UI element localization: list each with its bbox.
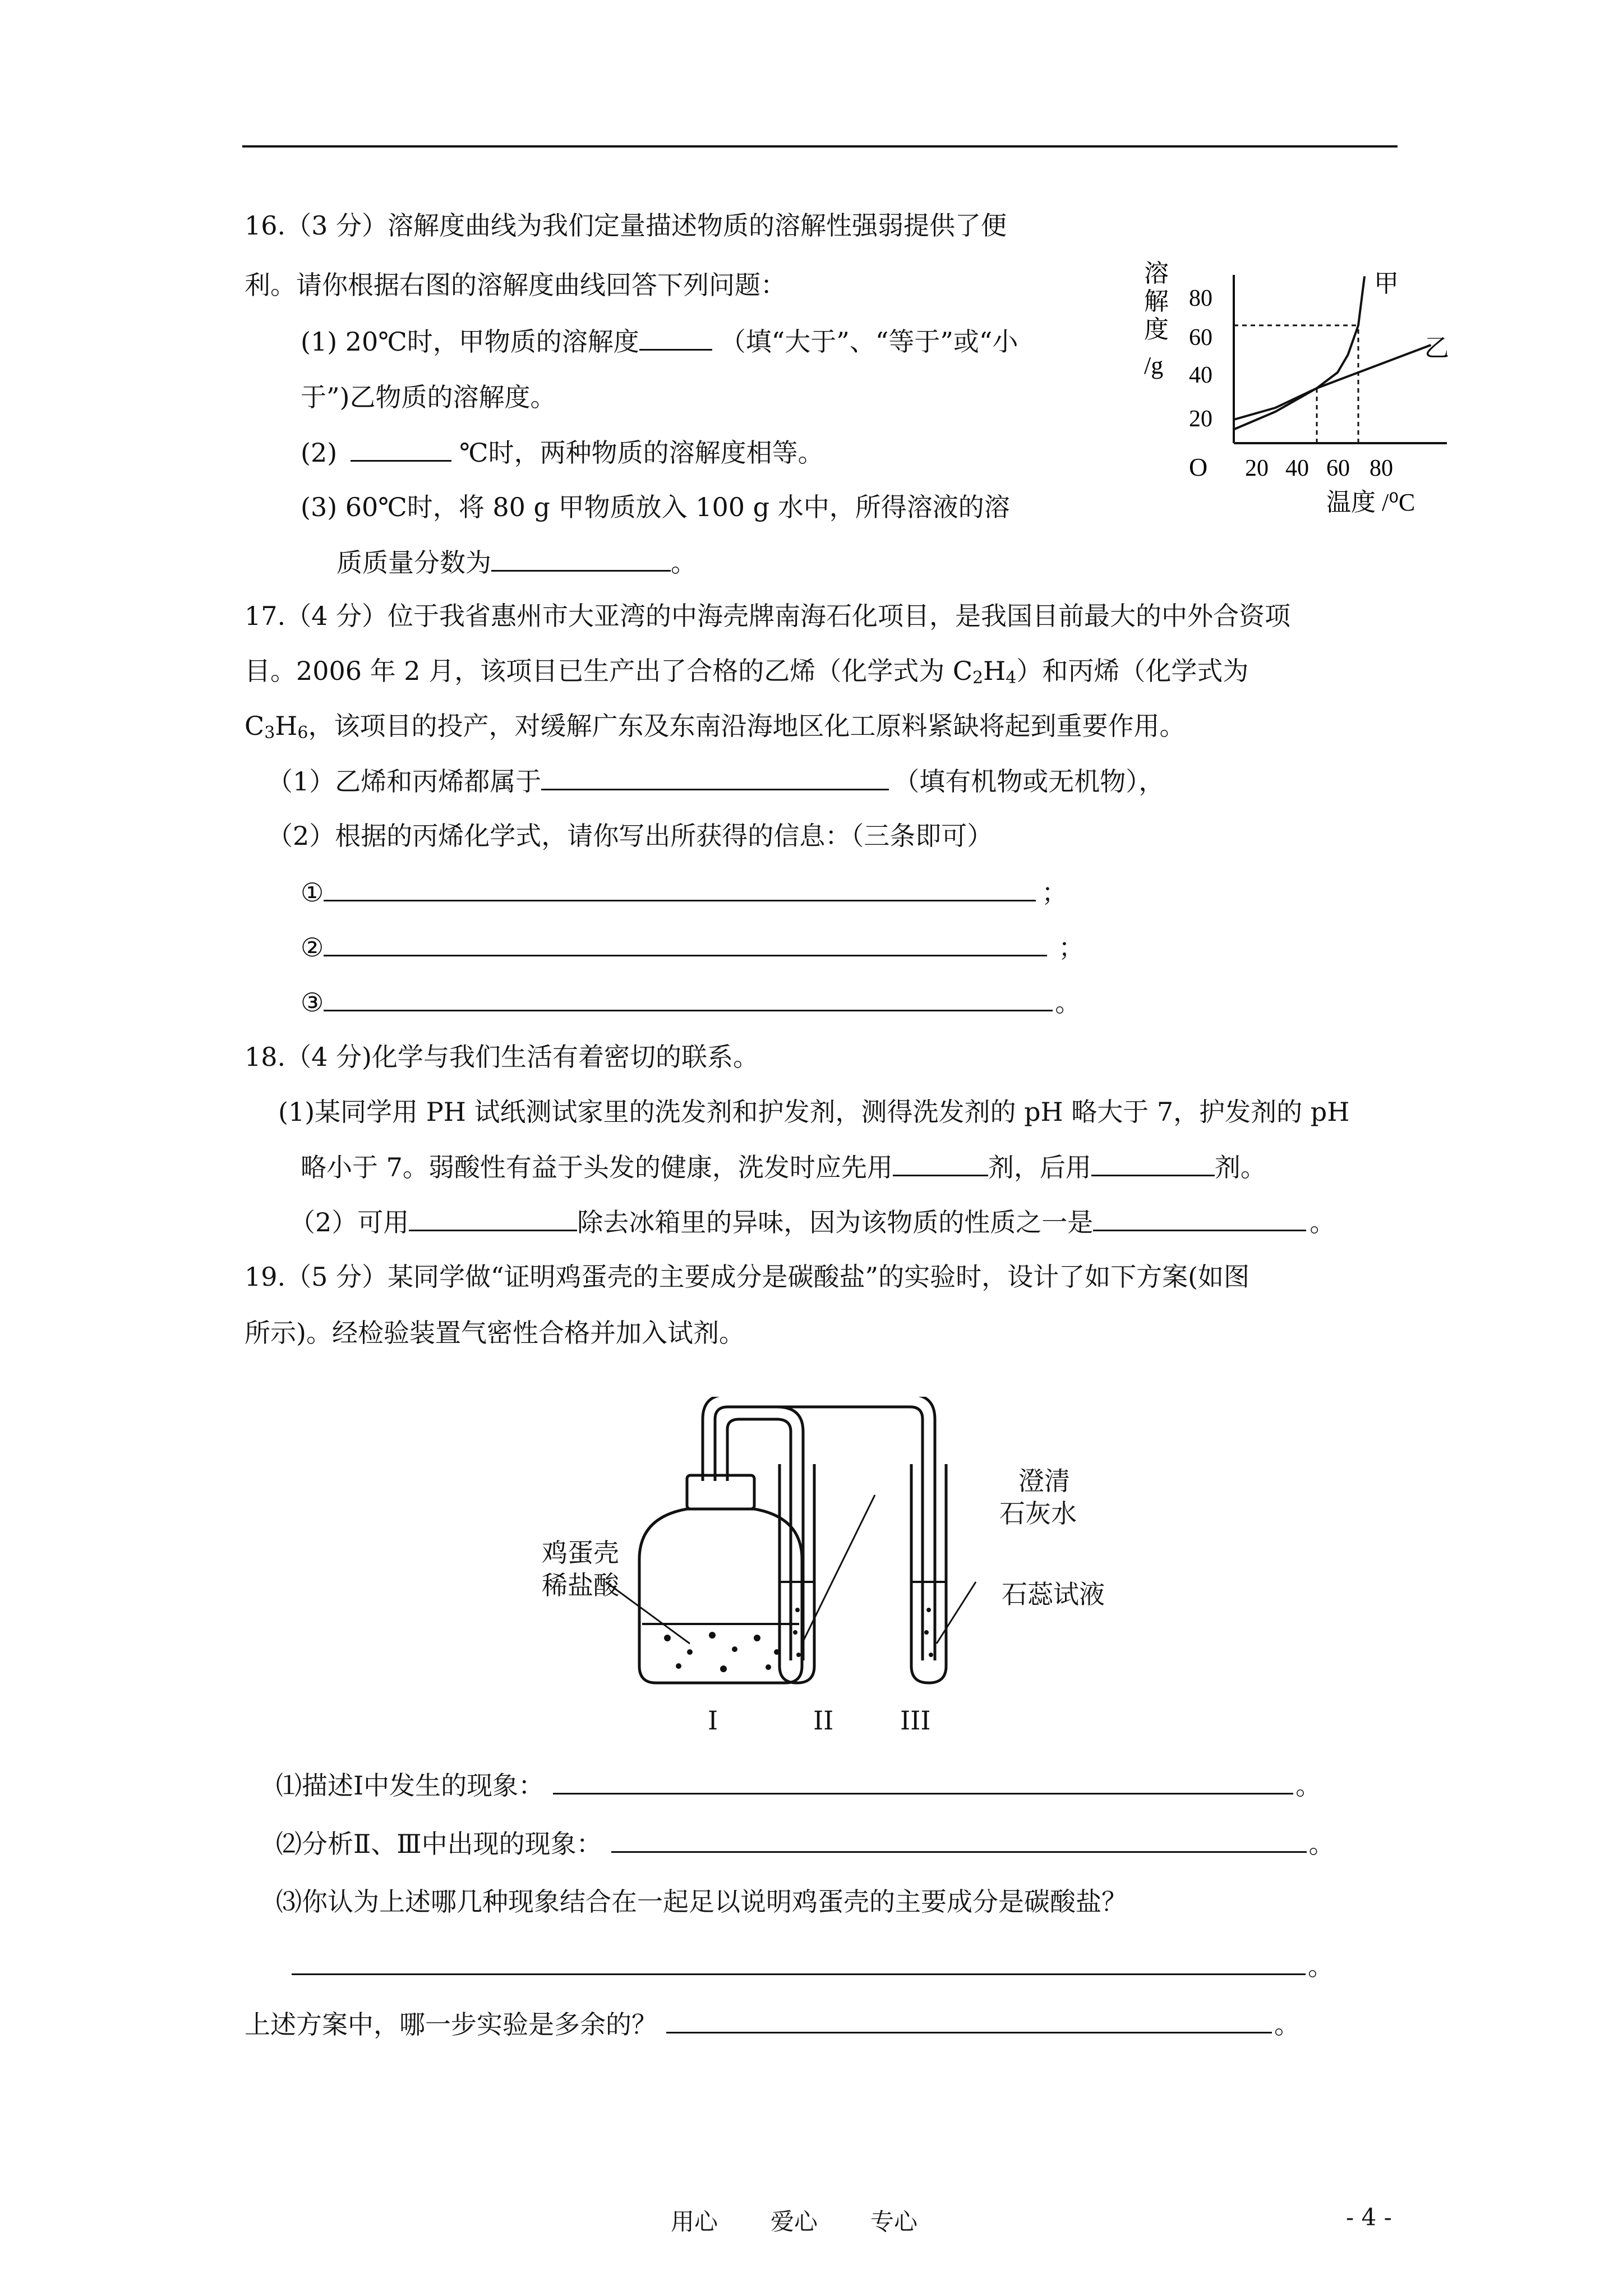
q17-info-3: [301, 985, 1081, 1019]
series-a-label: 甲: [1374, 270, 1399, 297]
page-number: - 4 -: [1346, 2203, 1392, 2231]
test-tube-ii: [780, 1464, 814, 1683]
q17-info-2-marker: ②: [301, 932, 324, 963]
series-b-label: 乙: [1424, 334, 1449, 362]
q17-info-1: [301, 875, 1067, 909]
q16-part1: [301, 324, 1018, 358]
q18-line1: 18.（4 分)化学与我们生活有着密切的联系。: [245, 1042, 759, 1072]
bubble: [754, 1635, 760, 1641]
q17-answer-blank-info-3[interactable]: [324, 985, 1053, 1011]
q17-line2-sub1: 2: [972, 668, 984, 688]
chart-axes: [1234, 275, 1447, 443]
fig-label-clear: 澄清: [1018, 1466, 1070, 1496]
q19-step4: [245, 2007, 1300, 2041]
q16-answer-blank-2[interactable]: [351, 435, 451, 462]
q17-line2-b: H: [983, 656, 1006, 686]
q16-part2-text-a: (2): [301, 438, 338, 468]
q16-answer-blank-3[interactable]: [491, 545, 671, 572]
q18-answer-blank-2[interactable]: [1091, 1150, 1215, 1176]
q16-part3: (3) 60℃时，将 80 g 甲物质放入 100 g 水中，所得溶液的溶: [301, 492, 1010, 522]
q17-info-2: [301, 930, 1084, 964]
q18-answer-blank-1[interactable]: [893, 1150, 988, 1176]
y-label-char-2: 解: [1144, 288, 1169, 315]
bubble: [687, 1649, 693, 1655]
q18-part1: (1)某同学用 PH 试纸测试家里的洗发剂和护发剂，测得洗发剂的 pH 略大于 7，护发剂的 pH: [278, 1097, 1350, 1127]
q18-part1-c: 剂，后用: [988, 1152, 1091, 1182]
q18-part2-b: 除去冰箱里的异味，因为该物质的性质之一是: [577, 1207, 1094, 1237]
footer-motto-3: 专心: [870, 2208, 918, 2235]
q16-line2: 利。请你根据右图的溶解度曲线回答下列问题：: [245, 270, 786, 300]
fig-label-limewater: 石灰水: [999, 1498, 1077, 1529]
fig-label-acid: 稀盐酸: [542, 1570, 619, 1600]
y-label-char-4: /g: [1144, 352, 1164, 379]
q18-part1-b: 略小于 7。弱酸性有益于头发的健康，洗发时应先用: [301, 1152, 893, 1182]
footer-motto-2: 爱心: [771, 2208, 818, 2235]
q18-part2-a: （2）可用: [289, 1207, 409, 1237]
q17-info-1-end: ；: [1041, 877, 1068, 908]
q16-part2-text-b: ℃时，两种物质的溶解度相等。: [459, 438, 824, 468]
q17-line3: [245, 709, 1186, 750]
q17-line2-c: ）和丙烯（化学式为: [1016, 656, 1249, 686]
q19-step2-end: 。: [1308, 1829, 1335, 1859]
fig-label-eggshell: 鸡蛋壳: [542, 1538, 619, 1568]
q17-part2: （2）根据的丙烯化学式，请你写出所获得的信息：（三条即可）: [267, 821, 993, 851]
fig-label-litmus: 石蕊试液: [1002, 1579, 1105, 1609]
bottle-stopper: [687, 1475, 754, 1509]
q17-info-3-end: 。: [1055, 987, 1081, 1018]
q17-answer-blank-info-2[interactable]: [324, 930, 1047, 956]
q16-part1-text-a: (1) 20℃时，甲物质的溶解度: [301, 326, 639, 357]
q16-part1-text-b: （填“大于”、“等于”或“小: [720, 326, 1018, 357]
q16-answer-blank-1[interactable]: [639, 324, 712, 351]
q19-line1: 19.（5 分）某同学做“证明鸡蛋壳的主要成分是碳酸盐”的实验时，设计了如下方案(如图: [245, 1262, 1250, 1292]
q17-line3-sub2: 6: [297, 723, 308, 743]
bubble: [929, 1653, 933, 1657]
q16-line1: 16.（3 分）溶解度曲线为我们定量描述物质的溶解性强弱提供了便: [245, 210, 1007, 241]
bubble: [795, 1608, 800, 1612]
q17-info-3-marker: ③: [301, 987, 324, 1018]
q17-line3-c: ，该项目的投产，对缓解广东及东南沿海地区化工原料紧缺将起到重要作用。: [308, 711, 1186, 741]
q18-part1-cont: [301, 1150, 1266, 1184]
x-tick-40: 40: [1285, 455, 1309, 481]
bubble: [709, 1632, 716, 1639]
q18-answer-blank-4[interactable]: [1093, 1205, 1306, 1231]
footer-motto-1: 用心: [671, 2208, 718, 2235]
leader-line-litmus: [937, 1582, 976, 1644]
q19-step1-text: ⑴描述Ⅰ中发生的现象：: [276, 1770, 545, 1801]
y-label-char-3: 度: [1144, 316, 1169, 343]
y-tick-20: 20: [1189, 406, 1212, 432]
q19-step2-text: ⑵分析Ⅱ、Ⅲ中出现的现象：: [276, 1829, 602, 1859]
q17-line2-sub2: 4: [1006, 668, 1017, 688]
q17-answer-blank-1[interactable]: [541, 764, 889, 790]
q19-answer-blank-4[interactable]: [666, 2007, 1272, 2033]
q18-part2-c: 。: [1310, 1207, 1336, 1237]
q19-line2: 所示)。经检验装置气密性合格并加入试剂。: [245, 1318, 745, 1348]
q17-line3-a: C: [245, 711, 265, 741]
q18-answer-blank-3[interactable]: [409, 1205, 577, 1231]
q17-info-2-end: ；: [1058, 932, 1085, 963]
fig-roman-2: II: [813, 1705, 834, 1736]
series-line-a: [1234, 277, 1364, 430]
q16-part3-text-b: 质质量分数为: [336, 547, 491, 578]
y-label-char-1: 溶: [1144, 260, 1169, 287]
q19-step3: ⑶你认为上述哪几种现象结合在一起足以说明鸡蛋壳的主要成分是碳酸盐？: [276, 1887, 1127, 1917]
y-tick-40: 40: [1189, 362, 1212, 388]
fig-roman-3: III: [900, 1705, 931, 1736]
q19-step1: [276, 1768, 1321, 1802]
x-tick-80: 80: [1370, 455, 1393, 481]
bubble: [676, 1663, 681, 1669]
bubble: [796, 1653, 801, 1657]
x-tick-20: 20: [1245, 455, 1269, 481]
q17-line1: 17.（4 分）位于我省惠州市大亚湾的中海壳牌南海石化项目，是我国目前最大的中外合资项: [245, 601, 1291, 631]
chart-marks: [1234, 277, 1431, 444]
bubble: [732, 1646, 737, 1652]
bubble: [664, 1635, 671, 1641]
y-tick-80: 80: [1189, 286, 1212, 311]
q19-step1-end: 。: [1295, 1770, 1322, 1801]
q17-answer-blank-info-1[interactable]: [324, 875, 1036, 901]
bubble: [926, 1608, 931, 1612]
q19-step4-end: 。: [1274, 2009, 1300, 2040]
q17-part1-b: （填有机物或无机物），: [893, 766, 1165, 797]
reaction-bottle: [639, 1509, 802, 1683]
q19-step4-text: 上述方案中，哪一步实验是多余的？: [245, 2009, 657, 2040]
q16-part3-end: 。: [671, 547, 697, 578]
solubility-chart: [1133, 258, 1469, 527]
bubble: [766, 1664, 771, 1670]
q17-line2-a: 目。2006 年 2 月，该项目已生产出了合格的乙烯（化学式为 C: [245, 656, 973, 686]
bubble: [774, 1649, 780, 1655]
q17-line3-sub1: 3: [264, 723, 275, 743]
q16-part3-cont: [336, 545, 697, 579]
q17-line2: [245, 654, 1248, 695]
header-rule: [242, 145, 1398, 148]
q19-answer-blank-2[interactable]: [611, 1826, 1307, 1853]
test-tube-iii: [911, 1464, 946, 1683]
origin-label: O: [1189, 453, 1208, 481]
bubble: [793, 1630, 797, 1635]
delivery-tube-1-inner: [703, 1397, 935, 1660]
series-line-b: [1234, 345, 1431, 420]
q16-part2: [301, 435, 824, 470]
q19-step3-answer: [292, 1949, 1334, 1983]
y-tick-60: 60: [1189, 325, 1212, 351]
q19-step3-end: 。: [1308, 1951, 1334, 1981]
x-tick-60: 60: [1326, 455, 1350, 481]
q17-line3-b: H: [275, 711, 298, 741]
q16-part1-cont: 于”)乙物质的溶解度。: [301, 382, 556, 412]
x-axis-label: 温度 /⁰C: [1326, 489, 1415, 516]
q19-step2: [276, 1826, 1335, 1861]
bubble: [924, 1630, 929, 1635]
q17-info-1-marker: ①: [301, 877, 324, 908]
q18-part1-d: 剂。: [1214, 1152, 1266, 1182]
fig-roman-1: I: [708, 1705, 718, 1736]
q18-part2: [289, 1205, 1335, 1239]
q17-part1-a: （1）乙烯和丙烯都属于: [267, 766, 542, 797]
delivery-tube-1: [715, 1407, 923, 1660]
q17-part1: [267, 764, 1164, 798]
bubble: [720, 1665, 727, 1672]
apparatus-figure: [527, 1397, 1155, 1711]
q19-answer-blank-3[interactable]: [292, 1949, 1306, 1975]
q19-answer-blank-1[interactable]: [553, 1768, 1293, 1795]
